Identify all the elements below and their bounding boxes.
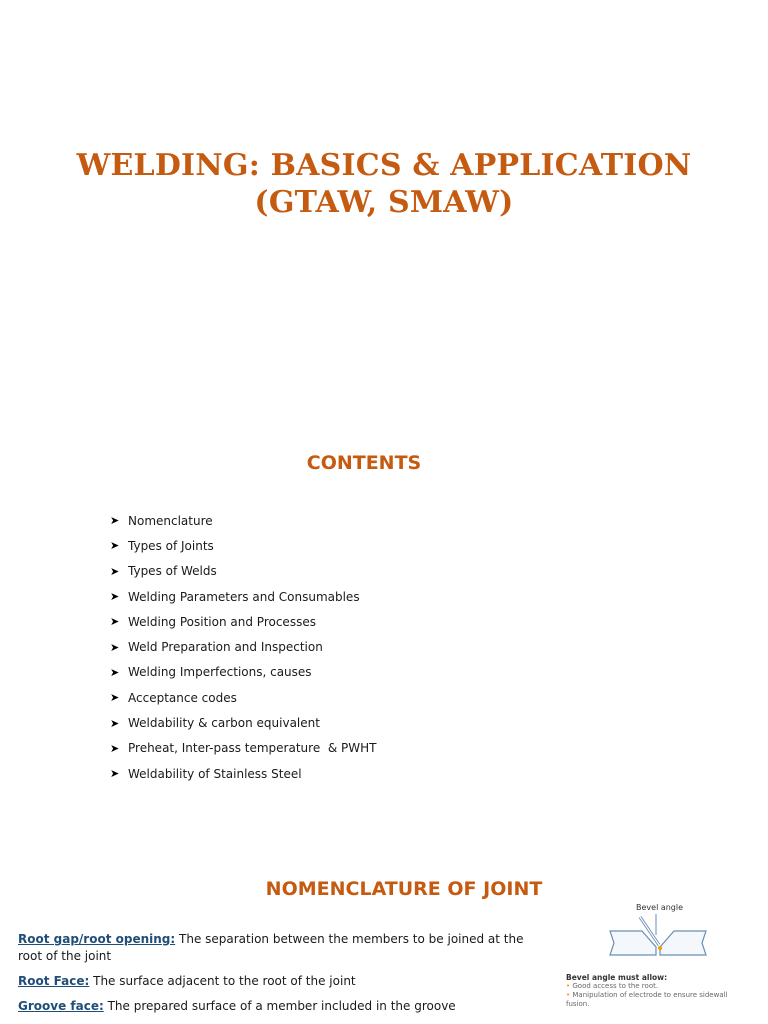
nomenclature-heading: NOMENCLATURE OF JOINT xyxy=(265,878,543,900)
list-item: ➤ Welding Parameters and Consumables xyxy=(110,589,360,604)
list-item: ➤ Weldability & carbon equivalent xyxy=(110,716,320,731)
arrow-bullet-icon: ➤ xyxy=(110,539,120,553)
definitions xyxy=(18,931,538,1023)
list-item: ➤ Acceptance codes xyxy=(110,690,237,705)
bevel-angle-figure xyxy=(558,895,748,1015)
bevel-joint-diagram xyxy=(558,895,748,970)
arrow-bullet-icon: ➤ xyxy=(110,514,120,528)
list-item: ➤ Nomenclature xyxy=(110,513,213,528)
arrow-bullet-icon: ➤ xyxy=(110,564,120,578)
contents-heading: CONTENTS xyxy=(306,452,422,474)
definition-root-face: Root Face: The surface adjacent to the root of the joint xyxy=(18,974,356,988)
arrow-bullet-icon: ➤ xyxy=(110,741,120,755)
title-line-2: (GTAW, SMAW) xyxy=(254,185,514,220)
arrow-bullet-icon: ➤ xyxy=(110,767,120,781)
bevel-angle-label: Bevel angle xyxy=(636,903,684,912)
arrow-bullet-icon: ➤ xyxy=(110,590,120,604)
arrow-bullet-icon: ➤ xyxy=(110,640,120,654)
definition-groove-face: Groove face: The prepared surface of a member included in the groove xyxy=(18,999,456,1013)
arrow-bullet-icon: ➤ xyxy=(110,716,120,730)
list-item: ➤ Weldability of Stainless Steel xyxy=(110,766,302,781)
list-item: ➤ Welding Imperfections, causes xyxy=(110,665,312,680)
title-line-1: WELDING: BASICS & APPLICATION xyxy=(76,148,692,183)
arrow-bullet-icon: ➤ xyxy=(110,691,120,705)
list-item: ➤ Weld Preparation and Inspection xyxy=(110,640,323,655)
list-item: ➤ Welding Position and Processes xyxy=(110,614,316,629)
figure-bullet: • Good access to the root. xyxy=(566,982,659,990)
figure-note-title: Bevel angle must allow: xyxy=(566,973,668,982)
list-item: ➤ Preheat, Inter-pass temperature & PWHT xyxy=(110,741,377,756)
arrow-bullet-icon: ➤ xyxy=(110,615,120,629)
list-item: ➤ Types of Welds xyxy=(110,564,217,579)
definition-root-gap: Root gap/root opening: The separation between the members to be joined at the root of the joint xyxy=(18,932,524,963)
figure-bullet: • Manipulation of electrode to ensure sidewall fusion. xyxy=(566,991,728,1008)
list-item: ➤ Types of Joints xyxy=(110,538,214,553)
contents-list xyxy=(110,508,376,786)
arrow-bullet-icon: ➤ xyxy=(110,665,120,679)
